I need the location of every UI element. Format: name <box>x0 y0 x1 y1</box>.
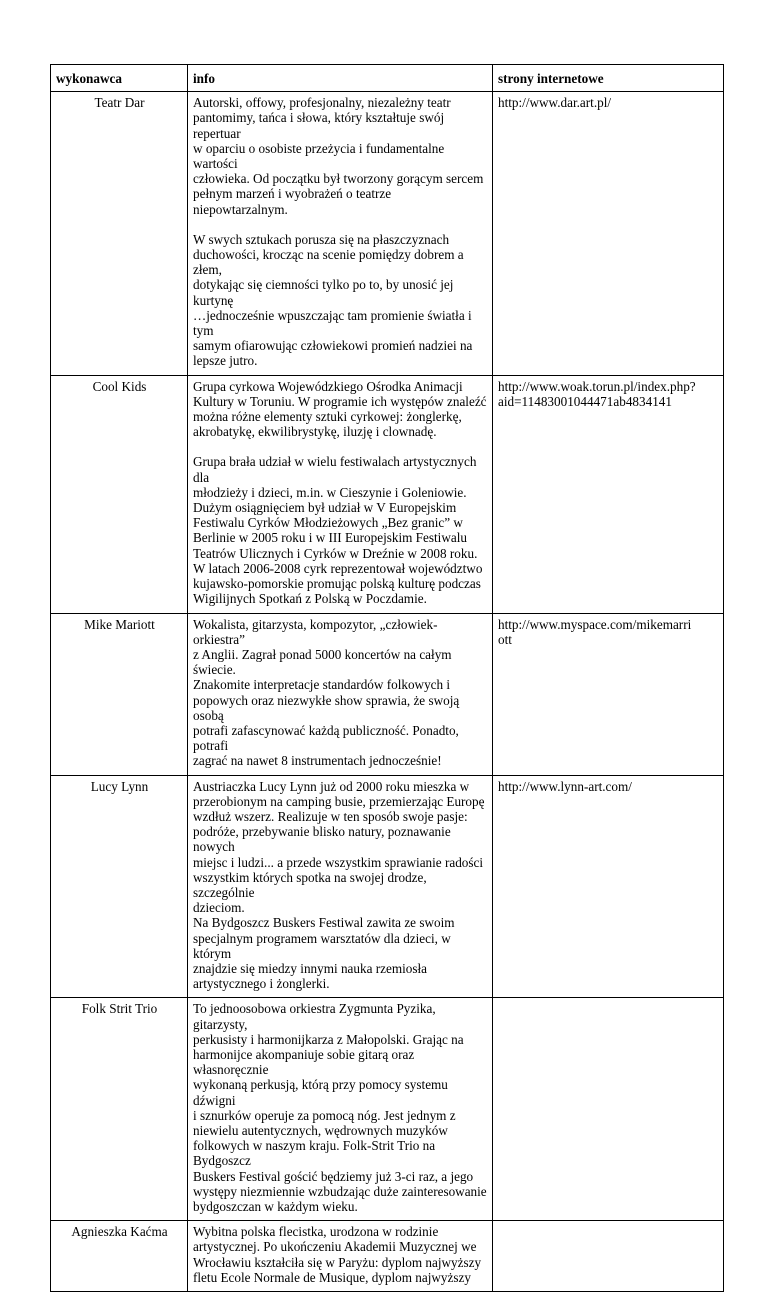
performers-table <box>50 64 724 1292</box>
performer-info <box>188 1221 493 1292</box>
performer-name: Folk Strit Trio <box>51 998 188 1221</box>
performer-info <box>188 92 493 375</box>
performer-name: Agnieszka Kaćma <box>51 1221 188 1292</box>
header-info: info <box>188 65 493 92</box>
info-paragraph: Grupa brała udział w wielu festiwalach artystycznych dla młodzieży i dzieci, m.in. w Cieszynie i Goleniowie. Dużym osiągnięciem był udział w V Europejskim Festiwalu Cyrków Młodzieżowych „Bez granic” w Berlinie w 2005 roku i w III Europejskim Festiwalu Teatrów Ulicznych i Cyrków w Dreźnie w 2008 roku. W latach 2006-2008 cyrk reprezentował województwo kujawsko-pomorskie promując polską kulturę podczas Wigilijnych Spotkań z Polską w Poczdamie. <box>193 454 483 607</box>
performer-website-empty <box>493 998 724 1221</box>
info-paragraph: Autorski, offowy, profesjonalny, niezależny teatr pantomimy, tańca i słowa, który kształtuje swój repertuar w oparciu o osobiste przeżycia i fundamentalne wartości człowieka. Od początku był tworzony gorącym sercem pełnym marzeń i wyobrażeń o teatrze niepowtarzalnym. <box>193 95 484 217</box>
info-paragraph: W swych sztukach porusza się na płaszczyznach duchowości, krocząc na scenie pomiędzy dobrem a złem, dotykając się ciemności tylko po to, by unosić jej kurtynę …jednocześnie wpuszczając tam promienie światła i tym samym ofiarowując człowiekowi promień nadziei na lepsze jutro. <box>193 231 473 369</box>
table-row <box>51 375 724 613</box>
table-row <box>51 613 724 775</box>
table-row <box>51 92 724 375</box>
header-websites: strony internetowe <box>493 65 724 92</box>
info-paragraph: Wokalista, gitarzysta, kompozytor, „człowiek-orkiestra” z Anglii. Zagrał ponad 5000 koncertów na całym świecie. Znakomite interpretacje standardów folkowych i popowych oraz niezwykłe show sprawia, że swoją osobą potrafi zafascynować każdą publiczność. Ponadto, potrafi zagrać na nawet 8 instrumentach jednocześnie! <box>193 616 460 769</box>
performer-website-link[interactable]: http://www.dar.art.pl/ <box>493 92 724 375</box>
performer-website-empty <box>493 1221 724 1292</box>
table-row <box>51 1221 724 1292</box>
info-paragraph: Austriaczka Lucy Lynn już od 2000 roku mieszka w przerobionym na camping busie, przemierzając Europę wzdłuż wszerz. Realizuje w ten sposób swoje pasje: podróże, przebywanie blisko natury, poznawanie nowych miejsc i ludzi... a przede wszystkim sprawianie radości wszystkim których spotka na swojej drodze, szczególnie dzieciom. Na Bydgoszcz Buskers Festiwal zawita ze swoim specjalnym programem warsztatów dla dzieci, w którym znajdzie się miedzy innymi nauka rzemiosła artystycznego i żonglerki. <box>193 778 485 992</box>
info-paragraph: Grupa cyrkowa Wojewódzkiego Ośrodka Animacji Kultury w Toruniu. W programie ich występów znaleźć można różne elementy sztuki cyrkowej: żonglerkę, akrobatykę, ekwilibrystykę, iluzję i clownadę. <box>193 378 487 440</box>
performer-info <box>188 613 493 775</box>
performer-info <box>188 775 493 998</box>
table-row <box>51 998 724 1221</box>
header-performer: wykonawca <box>51 65 188 92</box>
header-row <box>51 65 724 92</box>
info-paragraph: Wybitna polska flecistka, urodzona w rodzinie artystycznej. Po ukończeniu Akademii Muzycznej we Wrocławiu kształciła się w Paryżu: dyplom najwyższy fletu Ecole Normale de Musique, dyplom najwyższy <box>193 1224 482 1285</box>
performer-name: Teatr Dar <box>51 92 188 375</box>
performer-website-link[interactable]: http://www.lynn-art.com/ <box>493 775 724 998</box>
performer-website-link[interactable]: http://www.woak.torun.pl/index.php? aid=11483001044471ab4834141 <box>493 375 724 613</box>
table-row <box>51 775 724 998</box>
performer-name: Mike Mariott <box>51 613 188 775</box>
performer-info <box>188 375 493 613</box>
info-paragraph: To jednoosobowa orkiestra Zygmunta Pyzika, gitarzysty, perkusisty i harmonijkarza z Małopolski. Grając na harmonijce akompaniuje sobie gitarą oraz własnoręcznie wykonaną perkusją, którą przy pomocy systemu dźwigni i sznurków operuje za pomocą nóg. Jest jednym z niewielu autentycznych, wędrownych muzyków folkowych w naszym kraju. Folk-Strit Trio na Bydgoszcz Buskers Festival gościć będziemy już 3-ci raz, a jego występy niezmiennie wzbudzając duże zainteresowanie bydgoszczan w każdym wieku. <box>193 1001 487 1215</box>
performer-website-link[interactable]: http://www.myspace.com/mikemarri ott <box>493 613 724 775</box>
performer-name: Lucy Lynn <box>51 775 188 998</box>
performer-info <box>188 998 493 1221</box>
performer-name: Cool Kids <box>51 375 188 613</box>
